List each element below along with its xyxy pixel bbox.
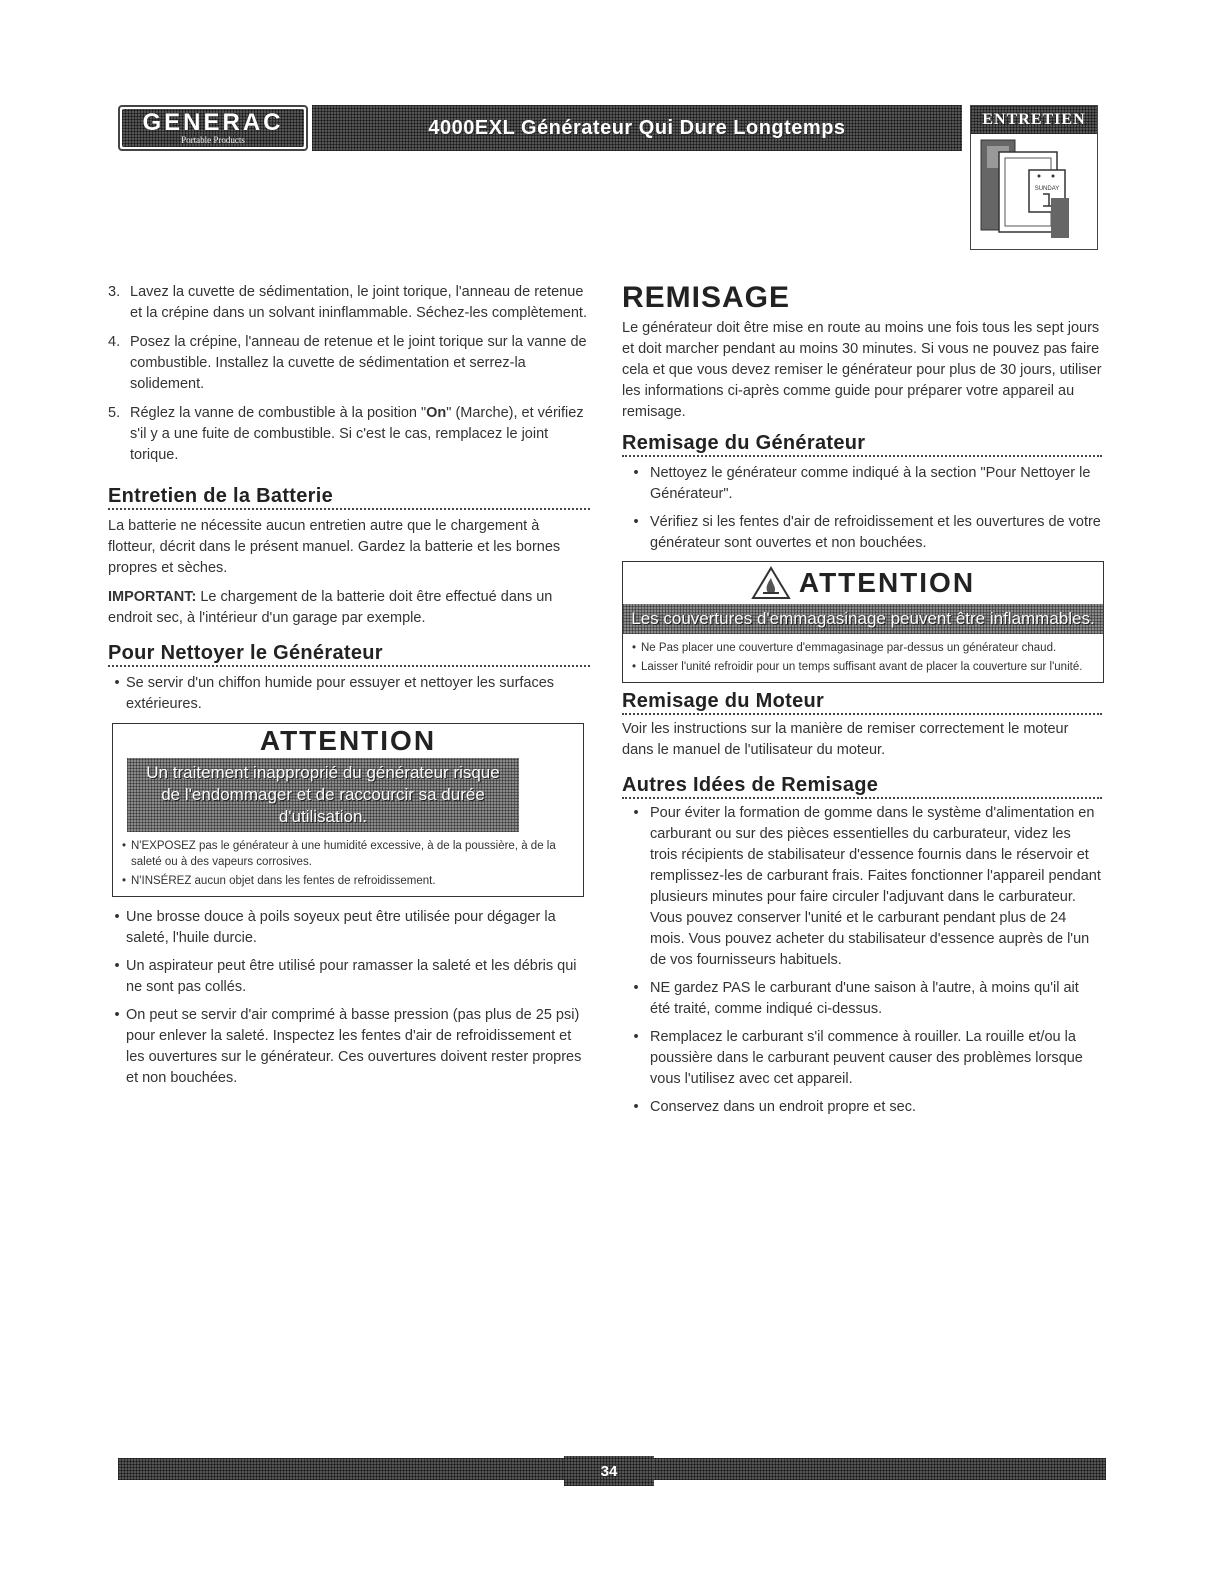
attention-items [623,634,1103,682]
bullet-icon: • [121,875,127,887]
bullet-icon: • [633,1029,639,1045]
attention-item [627,659,1097,675]
logo-text: GENERAC [142,109,284,136]
attention-header [623,562,1103,600]
bullet-icon: • [631,642,637,654]
important-label: IMPORTANT: [108,589,197,605]
step-number: 5. [108,405,121,421]
bullet-icon: • [114,675,120,691]
attention-banner: Un traitement inapproprié du générateur risque de l'endommager et de raccourcir sa durée d'utilisation. [127,758,519,832]
attention-item-text: Laisser l'unité refroidir pour un temps suffisant avant de placer la couverture sur l'unité. [641,661,1083,673]
list-item-text: Vérifiez si les fentes d'air de refroidissement et les ouvertures de votre générateur sont ouvertes et non bouchées. [650,514,1101,551]
other-storage-heading: Autres Idées de Remisage [622,775,1102,799]
attention-title: ATTENTION [259,725,437,756]
footer-bar [118,1458,1106,1480]
list-item [622,1097,1102,1118]
attention-item [117,873,577,889]
step-text-pre: Réglez la vanne de combustible à la position " [130,405,427,421]
section-tab [970,105,1098,250]
attention-item [627,640,1097,656]
step-text [130,403,590,466]
list-item-text: Un aspirateur peut être utilisé pour ramasser la saleté et les débris qui ne sont pas collés. [126,958,577,995]
list-item-text: Pour éviter la formation de gomme dans le système d'alimentation en carburant ou sur des pièces essentielles du carburateur, videz les trois récipients de stabilisateur d'essence fournis dans le réservoir et remplissez-les de carburant frais. Faites fonctionner l'appareil pendant plusieurs minutes pour faire circuler l'adjuvant dans le carburateur. Vous pouvez conserver l'unité et le carburant pendant plus de 24 mois. Vous pouvez acheter du stabilisateur d'essence auprès de l'un de vos fournisseurs habituels. [650,805,1101,968]
bullet-icon: • [121,840,127,852]
step-number: 3. [108,284,121,300]
attention-item [117,838,577,870]
list-item-text: Conservez dans un endroit propre et sec. [650,1099,916,1115]
attention-banner: Les couvertures d'emmagasinage peuvent être inflammables. [623,604,1103,634]
battery-paragraph: La batterie ne nécessite aucun entretien autre que le chargement à flotteur, décrit dans le présent manuel. Gardez la batterie et les bornes propres et sèches. [108,518,561,576]
attention-items [113,832,583,896]
list-item [622,978,1102,1020]
calendar-maintenance-icon [977,138,1091,246]
bullet-icon: • [633,805,639,821]
list-item-text: Remplacez le carburant s'il commence à rouiller. La rouille et/ou la poussière dans le carburant peuvent causer des problèmes lorsque vous l'utilisez avec cet appareil. [650,1029,1083,1087]
list-item [108,956,590,998]
page-number: 34 [564,1456,654,1486]
attention-item-text: N'INSÉREZ aucun objet dans les fentes de refroidissement. [131,875,436,887]
list-item [622,463,1102,505]
calendar-text: SUNDAY [1034,186,1060,192]
header-title-bar [312,105,962,151]
generator-storage-heading: Remisage du Générateur [622,433,1102,457]
attention-item-text: Ne Pas placer une couverture d'emmagasinage par-dessus un générateur chaud. [641,642,1057,654]
bullet-icon: • [114,958,120,974]
attention-item-text: N'EXPOSEZ pas le générateur à une humidité excessive, à de la poussière, à de la saleté ou à des vapeurs corrosives. [131,840,556,868]
list-item [108,673,590,715]
attention-box-cleaning [112,723,584,897]
bullet-icon: • [633,980,639,996]
important-text: Le chargement de la batterie doit être effectué dans un endroit sec, à l'intérieur d'un garage par exemple. [108,589,553,626]
list-item-text: Une brosse douce à poils soyeux peut être utilisée pour dégager la saleté, l'huile durcie. [126,909,556,946]
step-5 [108,403,590,466]
bullet-icon: • [633,1099,639,1115]
generac-logo [118,105,308,151]
attention-title: ATTENTION [798,567,976,598]
bullet-icon: • [114,909,120,925]
right-column [622,282,1102,1125]
clean-heading: Pour Nettoyer le Générateur [108,643,590,667]
attention-box-storage [622,561,1104,683]
left-column [108,282,590,1096]
step-3 [108,282,590,324]
engine-storage-paragraph: Voir les instructions sur la manière de remiser correctement le moteur dans le manuel de l'utilisateur du moteur. [622,721,1069,758]
bullet-icon: • [633,465,639,481]
list-item-text: Nettoyez le générateur comme indiqué à la section "Pour Nettoyer le Générateur". [650,465,1091,502]
list-item [108,907,590,949]
storage-intro: Le générateur doit être mise en route au moins une fois tous les sept jours et doit marcher pendant au moins 30 minutes. Si vous ne pouvez pas faire cela et que vous devez remiser le générateur pour plus de 30 jours, utiliser les informations ci-après comme guide pour préparer votre appareil au remisage. [622,320,1102,420]
fire-warning-icon [751,566,791,600]
list-item [108,1005,590,1089]
list-item [622,803,1102,971]
bullet-icon: • [114,1007,120,1023]
document-title: 4000EXL Générateur Qui Dure Longtemps [428,116,846,139]
list-item [622,512,1102,554]
step-text: Lavez la cuvette de sédimentation, le joint torique, l'anneau de retenue et la crépine dans un solvant ininflammable. Séchez-les complètement. [130,284,587,321]
section-tab-label: ENTRETIEN [971,106,1097,134]
step-4 [108,332,590,395]
bullet-icon: • [631,661,637,673]
battery-heading: Entretien de la Batterie [108,486,590,510]
engine-storage-heading: Remisage du Moteur [622,691,1102,715]
list-item-text: Se servir d'un chiffon humide pour essuyer et nettoyer les surfaces extérieures. [126,675,555,712]
step-text: Posez la crépine, l'anneau de retenue et le joint torique sur la vanne de combustible. Installez la cuvette de sédimentation et serrez-la solidement. [130,334,587,392]
list-item [622,1027,1102,1090]
important-note [108,587,590,629]
bullet-icon: • [633,514,639,530]
step-text-post: " (Marche), et vérifiez s'il y a une fuite de combustible. Si c'est le cas, remplacez le joint torique. [130,405,584,463]
storage-heading: REMISAGE [622,281,791,314]
step-text-bold: On [426,405,447,421]
step-number: 4. [108,334,121,350]
logo-subtext: Portable Products [181,135,245,145]
list-item-text: On peut se servir d'air comprimé à basse pression (pas plus de 25 psi) pour enlever la saleté. Inspectez les fentes d'air de refroidissement et les ouvertures sur le générateur. Ces ouvertures doivent rester propres et non bouchées. [126,1007,582,1086]
list-item-text: NE gardez PAS le carburant d'une saison à l'autre, à moins qu'il ait été traité, comme indiqué ci-dessus. [650,980,1079,1017]
